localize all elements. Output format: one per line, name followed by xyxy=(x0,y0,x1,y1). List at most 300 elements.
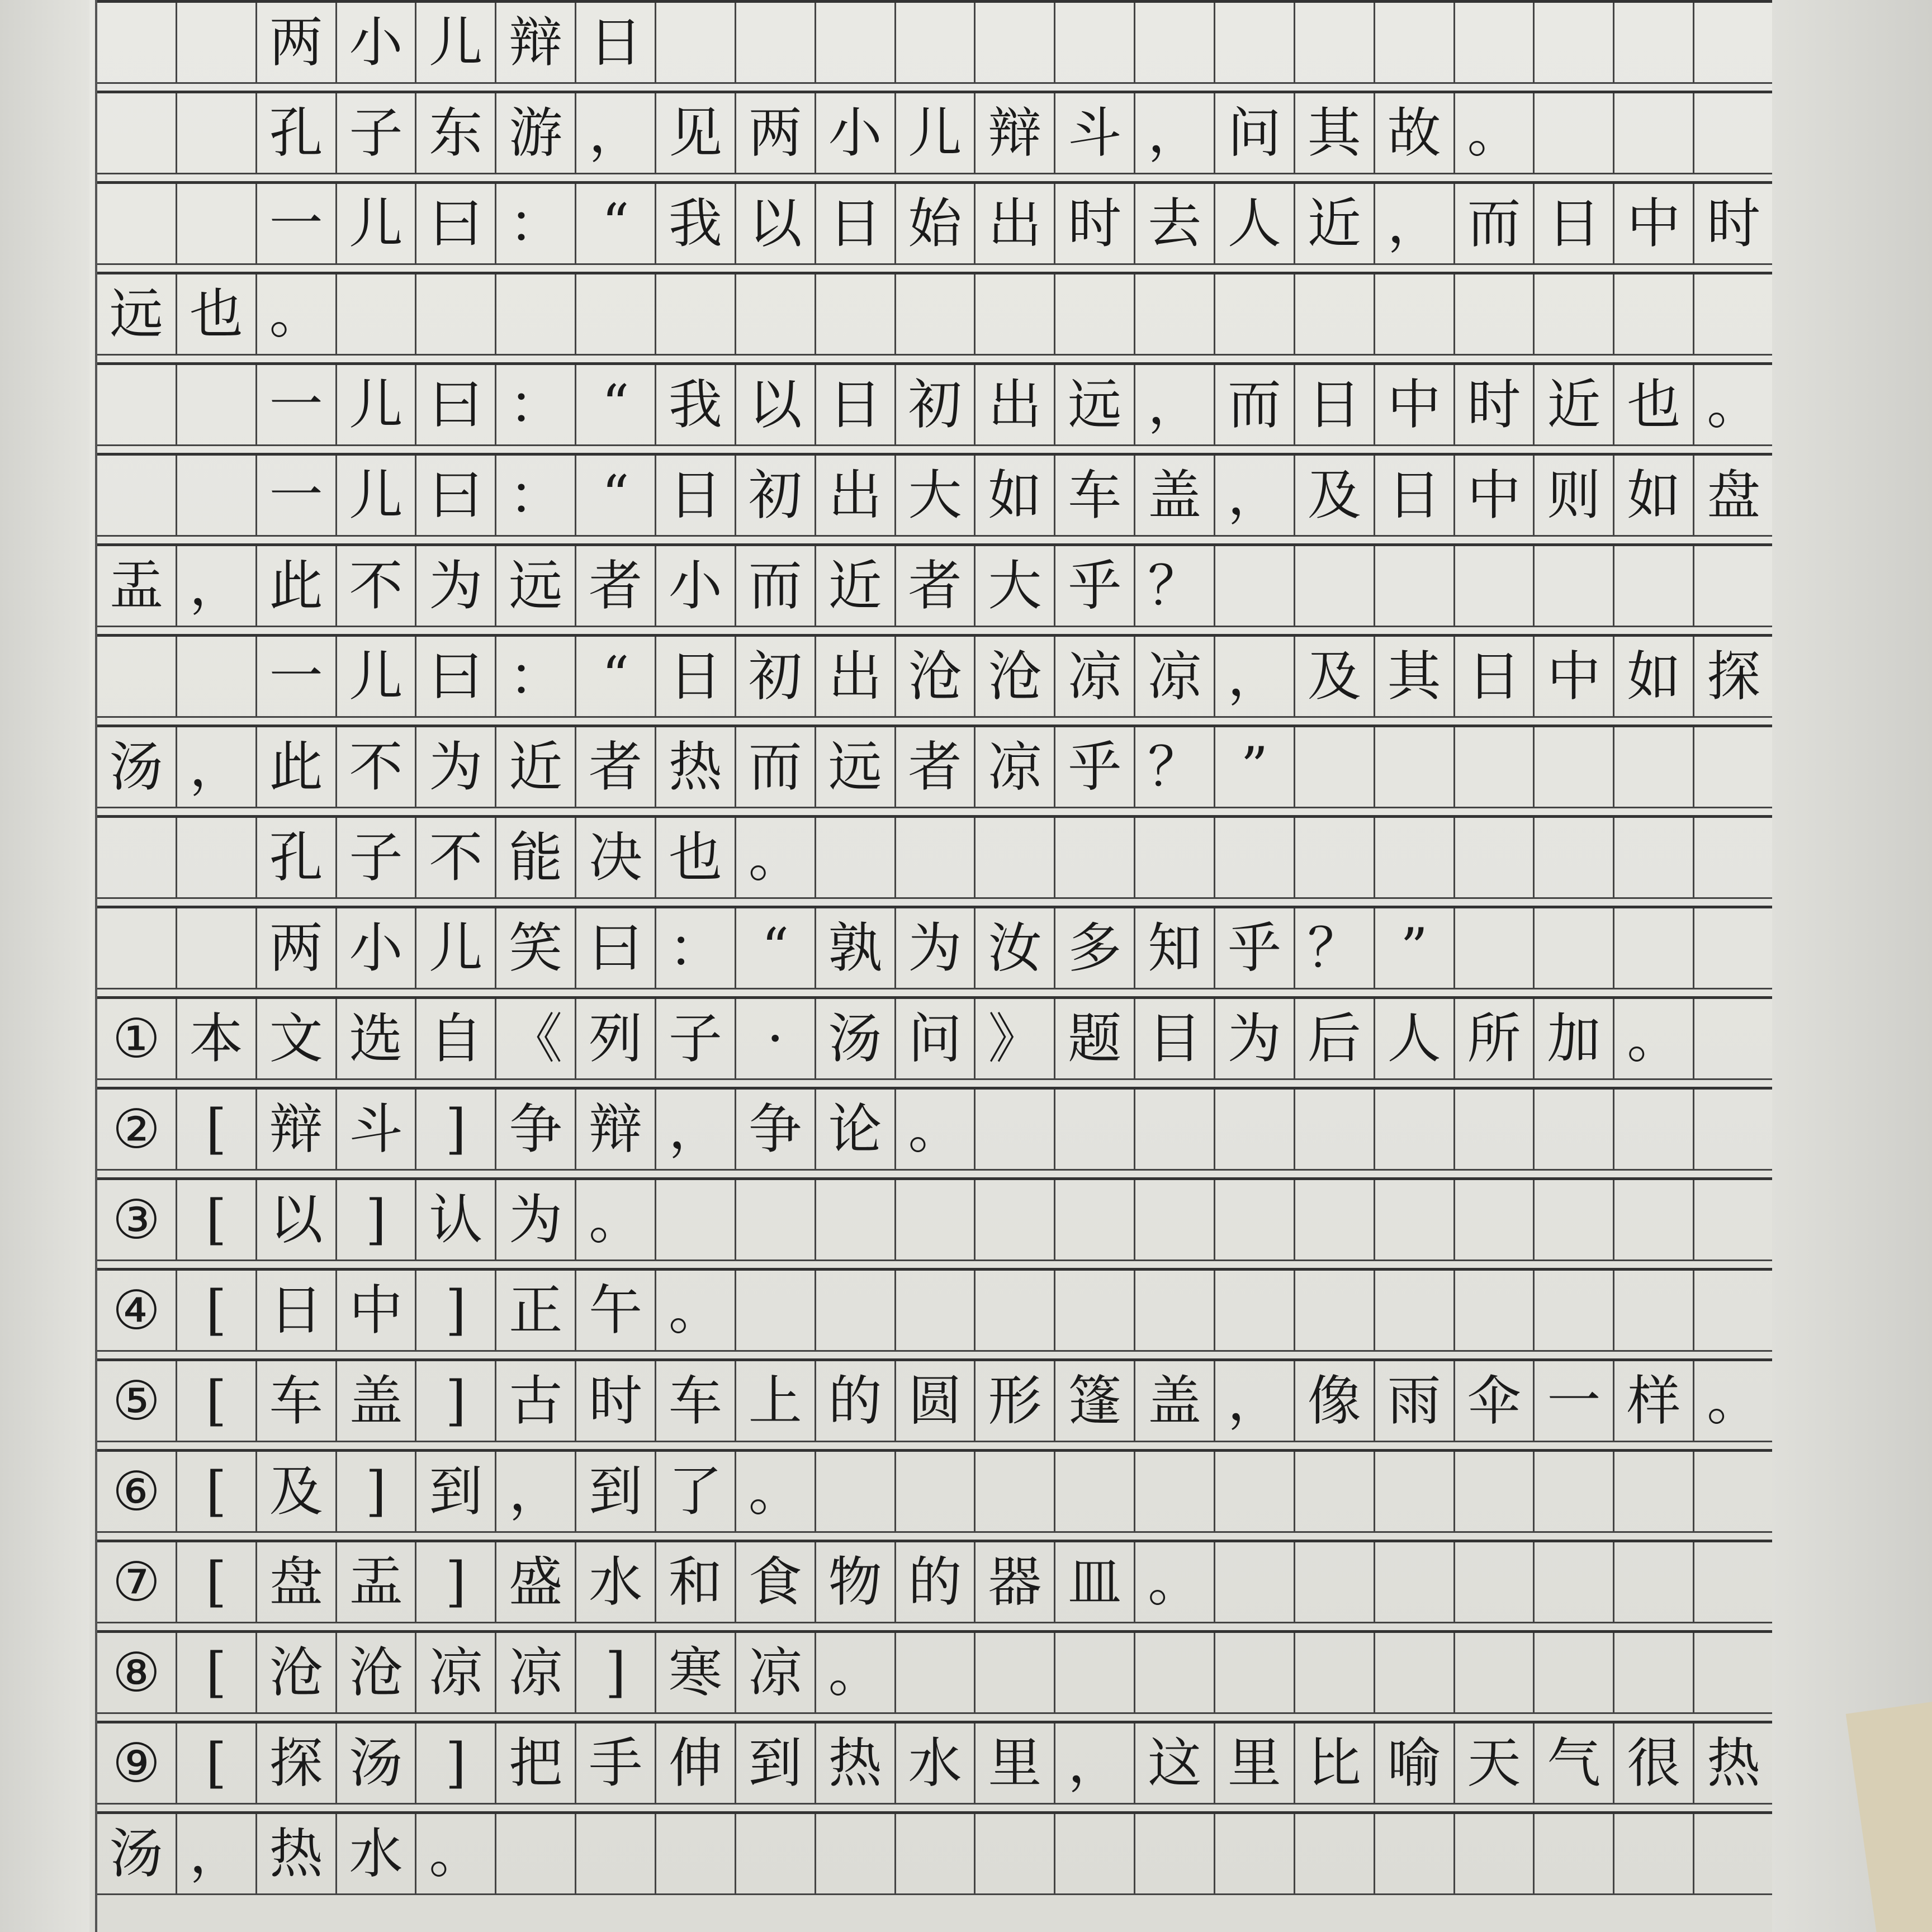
grid-cell: “ xyxy=(576,184,656,263)
grid-cell xyxy=(1455,546,1535,626)
grid-cell xyxy=(1375,3,1455,82)
grid-cell: 多 xyxy=(1055,908,1135,988)
essay-title xyxy=(97,0,1774,84)
grid-cell xyxy=(177,637,257,716)
text-line xyxy=(97,724,1774,808)
page-binding xyxy=(0,0,89,1932)
grid-cell xyxy=(1694,3,1774,82)
grid-cell: ] xyxy=(337,1180,417,1259)
grid-cell: 沧 xyxy=(337,1633,417,1712)
grid-cell: 中 xyxy=(1455,456,1535,535)
grid-cell xyxy=(1135,1633,1215,1712)
grid-cell xyxy=(97,365,177,444)
grid-cell: 儿 xyxy=(337,456,417,535)
grid-cell xyxy=(976,1814,1055,1893)
grid-cell: ] xyxy=(416,1271,496,1350)
grid-cell xyxy=(1295,1271,1375,1350)
grid-cell xyxy=(1215,1542,1295,1622)
note-line xyxy=(97,1630,1774,1714)
grid-cell xyxy=(1614,1542,1694,1622)
grid-cell: 凉 xyxy=(1135,637,1215,716)
text-line xyxy=(97,181,1774,265)
grid-cell: 中 xyxy=(1614,184,1694,263)
grid-cell xyxy=(816,3,896,82)
grid-cell xyxy=(1614,1814,1694,1893)
grid-cell xyxy=(1295,546,1375,626)
grid-cell: 者 xyxy=(896,546,976,626)
grid-cell xyxy=(1694,1271,1774,1350)
grid-cell: ， xyxy=(177,546,257,626)
note-line xyxy=(97,1811,1774,1895)
grid-cell xyxy=(1614,93,1694,173)
grid-cell xyxy=(1535,727,1614,807)
grid-cell: 一 xyxy=(257,637,337,716)
grid-cell: 此 xyxy=(257,727,337,807)
grid-cell: 问 xyxy=(1215,93,1295,173)
grid-cell xyxy=(177,818,257,897)
grid-cell: 沧 xyxy=(896,637,976,716)
grid-cell: 出 xyxy=(816,456,896,535)
grid-cell xyxy=(416,274,496,354)
grid-cell xyxy=(97,184,177,263)
grid-cell: 此 xyxy=(257,546,337,626)
grid-cell xyxy=(1295,1090,1375,1169)
grid-cell: 探 xyxy=(1694,637,1774,716)
grid-cell xyxy=(1135,818,1215,897)
grid-cell xyxy=(976,818,1055,897)
grid-cell xyxy=(1215,274,1295,354)
grid-cell xyxy=(337,274,417,354)
grid-cell xyxy=(1614,1633,1694,1712)
grid-cell: [ xyxy=(177,1090,257,1169)
grid-cell: 。 xyxy=(1694,1361,1774,1441)
grid-cell xyxy=(177,3,257,82)
grid-cell: 而 xyxy=(1455,184,1535,263)
grid-cell: ： xyxy=(496,184,576,263)
grid-cell xyxy=(97,93,177,173)
grid-cell xyxy=(1694,1180,1774,1259)
grid-cell: ？ xyxy=(1295,908,1375,988)
grid-cell: ， xyxy=(1055,1723,1135,1803)
grid-cell xyxy=(896,818,976,897)
grid-cell: 盖 xyxy=(1135,456,1215,535)
grid-cell xyxy=(1215,1814,1295,1893)
grid-cell: 和 xyxy=(656,1542,736,1622)
grid-cell xyxy=(656,274,736,354)
text-line xyxy=(97,91,1774,174)
grid-cell: 。 xyxy=(656,1271,736,1350)
grid-cell xyxy=(816,1180,896,1259)
grid-cell: 以 xyxy=(736,184,816,263)
grid-cell: 。 xyxy=(416,1814,496,1893)
grid-cell: [ xyxy=(177,1542,257,1622)
grid-cell: 。 xyxy=(576,1180,656,1259)
text-line xyxy=(97,634,1774,718)
grid-cell xyxy=(896,1452,976,1531)
grid-cell: 辩 xyxy=(496,3,576,82)
grid-cell: ？ xyxy=(1135,727,1215,807)
grid-cell: 如 xyxy=(1614,637,1694,716)
grid-cell: 一 xyxy=(257,365,337,444)
grid-cell xyxy=(1135,3,1215,82)
grid-cell xyxy=(816,1452,896,1531)
grid-cell: 。 xyxy=(1614,999,1694,1078)
grid-cell xyxy=(1535,93,1614,173)
grid-cell: 则 xyxy=(1535,456,1614,535)
grid-cell: ⑤ xyxy=(97,1361,177,1441)
grid-cell: 为 xyxy=(496,1180,576,1259)
grid-cell: ⑦ xyxy=(97,1542,177,1622)
grid-cell: 器 xyxy=(976,1542,1055,1622)
grid-cell xyxy=(1535,908,1614,988)
grid-cell: 日 xyxy=(1295,365,1375,444)
grid-cell: 出 xyxy=(976,184,1055,263)
grid-cell xyxy=(97,637,177,716)
grid-cell xyxy=(976,1180,1055,1259)
grid-cell xyxy=(1455,274,1535,354)
grid-cell xyxy=(1694,546,1774,626)
grid-cell: 水 xyxy=(337,1814,417,1893)
grid-cell: 以 xyxy=(257,1180,337,1259)
grid-cell: 曰 xyxy=(416,365,496,444)
grid-cell: 小 xyxy=(337,3,417,82)
grid-cell: 争 xyxy=(496,1090,576,1169)
grid-cell: ② xyxy=(97,1090,177,1169)
grid-cell xyxy=(576,274,656,354)
grid-cell: 盛 xyxy=(496,1542,576,1622)
grid-cell: ， xyxy=(576,93,656,173)
note-line xyxy=(97,1540,1774,1623)
grid-cell xyxy=(1455,1633,1535,1712)
grid-cell: 正 xyxy=(496,1271,576,1350)
grid-cell xyxy=(1535,1633,1614,1712)
grid-cell: 。 xyxy=(896,1090,976,1169)
grid-cell: 论 xyxy=(816,1090,896,1169)
grid-cell: 到 xyxy=(736,1723,816,1803)
grid-cell xyxy=(97,908,177,988)
grid-cell: 乎 xyxy=(1055,546,1135,626)
grid-cell: 曰 xyxy=(576,908,656,988)
grid-cell xyxy=(1055,1452,1135,1531)
grid-cell xyxy=(1535,1180,1614,1259)
grid-cell: 汤 xyxy=(337,1723,417,1803)
grid-cell: 到 xyxy=(416,1452,496,1531)
grid-cell: 者 xyxy=(576,727,656,807)
grid-cell xyxy=(736,3,816,82)
grid-cell xyxy=(1614,1452,1694,1531)
grid-cell: ] xyxy=(416,1723,496,1803)
grid-cell: 两 xyxy=(257,3,337,82)
grid-cell: 日 xyxy=(816,365,896,444)
grid-cell: 子 xyxy=(337,93,417,173)
grid-cell: 伸 xyxy=(656,1723,736,1803)
grid-cell: 我 xyxy=(656,365,736,444)
grid-cell: ] xyxy=(416,1361,496,1441)
grid-cell xyxy=(1694,93,1774,173)
grid-cell xyxy=(1614,908,1694,988)
grid-cell: 曰 xyxy=(416,184,496,263)
grid-cell: ？ xyxy=(1135,546,1215,626)
grid-cell: 也 xyxy=(177,274,257,354)
grid-cell xyxy=(1455,3,1535,82)
grid-cell: 大 xyxy=(896,456,976,535)
grid-cell: 子 xyxy=(337,818,417,897)
note-line xyxy=(97,1177,1774,1261)
grid-cell: [ xyxy=(177,1271,257,1350)
grid-cell xyxy=(1295,727,1375,807)
grid-cell: 不 xyxy=(416,818,496,897)
grid-cell: ： xyxy=(496,637,576,716)
grid-cell xyxy=(1295,1814,1375,1893)
grid-cell: 车 xyxy=(257,1361,337,1441)
grid-cell xyxy=(976,1633,1055,1712)
grid-cell: ④ xyxy=(97,1271,177,1350)
grid-cell: 乎 xyxy=(1215,908,1295,988)
grid-cell xyxy=(1295,274,1375,354)
grid-cell xyxy=(1535,1542,1614,1622)
grid-cell xyxy=(1694,999,1774,1078)
grid-cell: 本 xyxy=(177,999,257,1078)
grid-cell: 儿 xyxy=(896,93,976,173)
grid-cell: 远 xyxy=(816,727,896,807)
grid-cell xyxy=(1135,1090,1215,1169)
grid-cell xyxy=(1535,818,1614,897)
grid-cell: 自 xyxy=(416,999,496,1078)
grid-cell xyxy=(97,818,177,897)
grid-cell: 日 xyxy=(576,3,656,82)
grid-cell xyxy=(1215,3,1295,82)
grid-cell xyxy=(896,1180,976,1259)
grid-cell: 日 xyxy=(1535,184,1614,263)
grid-cell xyxy=(1375,1452,1455,1531)
grid-cell: ： xyxy=(496,456,576,535)
grid-cell: 盂 xyxy=(97,546,177,626)
grid-cell: 。 xyxy=(736,1452,816,1531)
grid-cell xyxy=(1055,1090,1135,1169)
grid-cell: 凉 xyxy=(496,1633,576,1712)
grid-cell xyxy=(1215,1090,1295,1169)
grid-cell xyxy=(816,1814,896,1893)
grid-cell xyxy=(1455,1814,1535,1893)
page-edge xyxy=(1772,0,1932,1932)
grid-cell xyxy=(1694,1542,1774,1622)
grid-cell xyxy=(976,3,1055,82)
grid-cell: 日 xyxy=(816,184,896,263)
grid-cell: 者 xyxy=(576,546,656,626)
grid-cell: 而 xyxy=(1215,365,1295,444)
grid-cell: 为 xyxy=(416,546,496,626)
grid-cell xyxy=(1135,274,1215,354)
grid-cell xyxy=(736,274,816,354)
grid-cell: ， xyxy=(1135,365,1215,444)
grid-cell xyxy=(656,1180,736,1259)
grid-cell: 远 xyxy=(496,546,576,626)
grid-cell: “ xyxy=(576,637,656,716)
grid-cell: 手 xyxy=(576,1723,656,1803)
grid-cell: 曰 xyxy=(416,456,496,535)
grid-cell xyxy=(1375,1542,1455,1622)
note-line xyxy=(97,1087,1774,1171)
grid-cell: 而 xyxy=(736,727,816,807)
grid-cell xyxy=(1375,1180,1455,1259)
grid-cell xyxy=(1215,1271,1295,1350)
grid-cell: 日 xyxy=(1455,637,1535,716)
grid-cell: 儿 xyxy=(337,184,417,263)
grid-cell: 盘 xyxy=(1694,456,1774,535)
grid-cell: 到 xyxy=(576,1452,656,1531)
grid-cell: 初 xyxy=(736,637,816,716)
grid-cell xyxy=(177,93,257,173)
grid-cell: 也 xyxy=(656,818,736,897)
grid-cell: ： xyxy=(496,365,576,444)
grid-cell: 中 xyxy=(1375,365,1455,444)
note-line xyxy=(97,1721,1774,1805)
text-line xyxy=(97,272,1774,356)
grid-cell xyxy=(1614,818,1694,897)
grid-cell: 不 xyxy=(337,546,417,626)
grid-cell: 辩 xyxy=(257,1090,337,1169)
grid-cell: 的 xyxy=(816,1361,896,1441)
grid-cell: 汤 xyxy=(97,727,177,807)
grid-cell xyxy=(177,908,257,988)
grid-cell: [ xyxy=(177,1452,257,1531)
grid-cell: 比 xyxy=(1295,1723,1375,1803)
grid-cell xyxy=(1614,1180,1694,1259)
grid-cell: 一 xyxy=(257,456,337,535)
grid-cell: 日 xyxy=(1375,456,1455,535)
grid-cell: 盖 xyxy=(1135,1361,1215,1441)
grid-cell: 为 xyxy=(896,908,976,988)
grid-cell: 决 xyxy=(576,818,656,897)
grid-cell xyxy=(1694,908,1774,988)
grid-cell xyxy=(976,274,1055,354)
grid-cell xyxy=(1535,1452,1614,1531)
grid-cell: ， xyxy=(1215,456,1295,535)
grid-cell: 能 xyxy=(496,818,576,897)
grid-cell: [ xyxy=(177,1723,257,1803)
grid-cell: 《 xyxy=(496,999,576,1078)
grid-cell: ， xyxy=(1375,184,1455,263)
grid-cell: 车 xyxy=(1055,456,1135,535)
grid-cell: 始 xyxy=(896,184,976,263)
grid-cell xyxy=(1614,1090,1694,1169)
grid-cell: 去 xyxy=(1135,184,1215,263)
grid-cell: ， xyxy=(1215,637,1295,716)
grid-cell xyxy=(896,274,976,354)
grid-cell: ” xyxy=(1375,908,1455,988)
grid-cell: ③ xyxy=(97,1180,177,1259)
grid-cell xyxy=(736,1180,816,1259)
grid-cell: 。 xyxy=(257,274,337,354)
grid-cell xyxy=(1055,1633,1135,1712)
grid-cell: ， xyxy=(177,727,257,807)
grid-cell xyxy=(1375,727,1455,807)
grid-cell: 辩 xyxy=(576,1090,656,1169)
grid-cell xyxy=(1694,1452,1774,1531)
grid-cell: 样 xyxy=(1614,1361,1694,1441)
grid-cell: 出 xyxy=(976,365,1055,444)
grid-cell: 篷 xyxy=(1055,1361,1135,1441)
grid-cell xyxy=(496,274,576,354)
grid-cell xyxy=(1694,1814,1774,1893)
text-line xyxy=(97,453,1774,537)
grid-cell xyxy=(177,456,257,535)
grid-cell: 两 xyxy=(257,908,337,988)
grid-cell: 这 xyxy=(1135,1723,1215,1803)
grid-cell xyxy=(1694,727,1774,807)
grid-cell: 其 xyxy=(1295,93,1375,173)
grid-cell: 里 xyxy=(976,1723,1055,1803)
grid-cell xyxy=(177,365,257,444)
grid-cell: 远 xyxy=(1055,365,1135,444)
grid-cell: 盂 xyxy=(337,1542,417,1622)
grid-cell: 时 xyxy=(1694,184,1774,263)
grid-cell xyxy=(97,456,177,535)
grid-cell: 孔 xyxy=(257,93,337,173)
grid-cell xyxy=(1614,546,1694,626)
grid-cell xyxy=(1375,818,1455,897)
grid-cell: 盖 xyxy=(337,1361,417,1441)
grid-cell: 皿 xyxy=(1055,1542,1135,1622)
grid-cell: 子 xyxy=(656,999,736,1078)
grid-cell xyxy=(1455,908,1535,988)
text-line xyxy=(97,543,1774,627)
grid-cell: 一 xyxy=(257,184,337,263)
grid-cell: 凉 xyxy=(736,1633,816,1712)
grid-cell: 天 xyxy=(1455,1723,1535,1803)
grid-cell xyxy=(1375,1271,1455,1350)
grid-cell xyxy=(1375,1814,1455,1893)
grid-cell xyxy=(1215,1452,1295,1531)
grid-cell: 日 xyxy=(257,1271,337,1350)
grid-cell xyxy=(1535,1090,1614,1169)
grid-cell: 喻 xyxy=(1375,1723,1455,1803)
grid-cell: 两 xyxy=(736,93,816,173)
grid-cell: 列 xyxy=(576,999,656,1078)
grid-cell: 凉 xyxy=(1055,637,1135,716)
grid-cell: 故 xyxy=(1375,93,1455,173)
grid-cell: 所 xyxy=(1455,999,1535,1078)
grid-cell: 汝 xyxy=(976,908,1055,988)
grid-cell: 雨 xyxy=(1375,1361,1455,1441)
grid-cell: “ xyxy=(736,908,816,988)
grid-cell: 沧 xyxy=(257,1633,337,1712)
grid-cell: 游 xyxy=(496,93,576,173)
grid-cell: 文 xyxy=(257,999,337,1078)
grid-cell: 食 xyxy=(736,1542,816,1622)
grid-cell: ] xyxy=(337,1452,417,1531)
grid-cell xyxy=(1535,546,1614,626)
grid-cell: 热 xyxy=(1694,1723,1774,1803)
grid-cell: 小 xyxy=(337,908,417,988)
grid-cell xyxy=(1614,1271,1694,1350)
grid-cell: 儿 xyxy=(416,3,496,82)
grid-cell: 车 xyxy=(656,1361,736,1441)
grid-cell: 。 xyxy=(1455,93,1535,173)
grid-cell xyxy=(1455,1542,1535,1622)
grid-cell: 辩 xyxy=(976,93,1055,173)
grid-cell: 乎 xyxy=(1055,727,1135,807)
grid-cell: 气 xyxy=(1535,1723,1614,1803)
grid-cell: ： xyxy=(656,908,736,988)
grid-cell xyxy=(177,184,257,263)
grid-cell: ] xyxy=(416,1542,496,1622)
grid-cell: 孰 xyxy=(816,908,896,988)
grid-cell: 加 xyxy=(1535,999,1614,1078)
text-line xyxy=(97,815,1774,899)
grid-cell xyxy=(1135,1814,1215,1893)
grid-cell: 如 xyxy=(1614,456,1694,535)
